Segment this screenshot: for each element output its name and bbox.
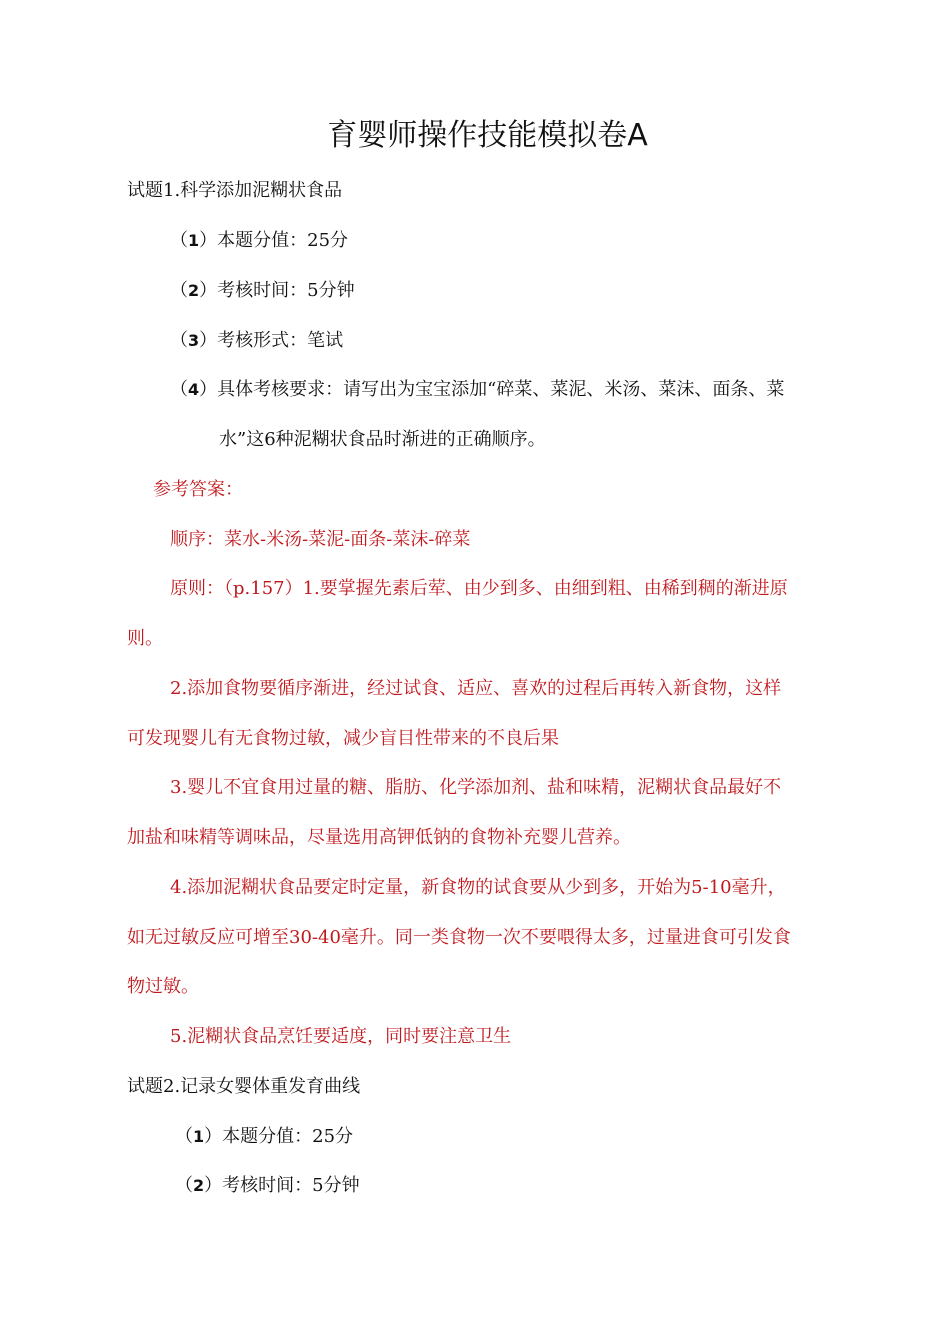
paren-open: （ bbox=[170, 379, 188, 400]
answer-order: 顺序：菜水-米汤-菜泥-面条-菜沫-碎菜 bbox=[170, 529, 471, 550]
item-text: 本题分值：25分 bbox=[217, 230, 349, 251]
paren-close: ） bbox=[199, 330, 218, 351]
q2-item-1 bbox=[175, 1124, 353, 1150]
item-text: 考核时间：5分钟 bbox=[217, 280, 355, 301]
q1-item-1 bbox=[170, 228, 348, 254]
principle-4-line-3: 物过敏。 bbox=[127, 976, 199, 997]
principle-5: 5.泥糊状食品烹饪要适度，同时要注意卫生 bbox=[170, 1026, 512, 1047]
item-number: 2 bbox=[193, 1176, 205, 1195]
principle-2-line-1: 2.添加食物要循序渐进，经过试食、适应、喜欢的过程后再转入新食物，这样 bbox=[170, 678, 782, 699]
q1-item-3 bbox=[170, 328, 343, 354]
item-text: 本题分值：25分 bbox=[222, 1126, 354, 1147]
q2-item-2 bbox=[175, 1173, 360, 1199]
answer-label: 参考答案： bbox=[153, 479, 243, 500]
paren-open: （ bbox=[170, 330, 188, 351]
principle-line-1: 原则：（p.157）1.要掌握先素后荤、由少到多、由细到粗、由稀到稠的渐进原 bbox=[170, 578, 788, 599]
q1-item-2 bbox=[170, 278, 355, 304]
paren-close: ） bbox=[199, 280, 218, 301]
item-number: 3 bbox=[188, 331, 200, 350]
q1-item-4 bbox=[170, 377, 784, 403]
principle-line-2: 则。 bbox=[127, 628, 163, 649]
principle-3-line-1: 3.婴儿不宜食用过量的糖、脂肪、化学添加剂、盐和味精，泥糊状食品最好不 bbox=[170, 777, 782, 798]
item-text: 考核形式：笔试 bbox=[217, 330, 344, 351]
item-number: 4 bbox=[188, 380, 200, 399]
question-1-heading: 试题1.科学添加泥糊状食品 bbox=[127, 180, 343, 201]
paren-close: ） bbox=[199, 230, 218, 251]
item-number: 2 bbox=[188, 281, 200, 300]
principle-4-line-1: 4.添加泥糊状食品要定时定量，新食物的试食要从少到多，开始为5-10毫升， bbox=[170, 877, 786, 898]
principle-3-line-2: 加盐和味精等调味品，尽量选用高钾低钠的食物补充婴儿营养。 bbox=[127, 827, 631, 848]
principle-4-line-2: 如无过敏反应可增至30-40毫升。同一类食物一次不要喂得太多，过量进食可引发食 bbox=[127, 927, 791, 948]
paren-open: （ bbox=[175, 1175, 193, 1196]
principle-2-line-2: 可发现婴儿有无食物过敏，减少盲目性带来的不良后果 bbox=[127, 728, 559, 749]
paren-close: ） bbox=[199, 379, 218, 400]
item-number: 1 bbox=[188, 231, 200, 250]
item-text: 考核时间：5分钟 bbox=[222, 1175, 360, 1196]
paren-close: ） bbox=[204, 1175, 223, 1196]
paren-open: （ bbox=[170, 230, 188, 251]
item-text: 具体考核要求：请写出为宝宝添加“碎菜、菜泥、米汤、菜沫、面条、菜 bbox=[217, 379, 785, 400]
paren-close: ） bbox=[204, 1126, 223, 1147]
q1-item-4-continued: 水”这6种泥糊状食品时渐进的正确顺序。 bbox=[219, 429, 546, 450]
document-title: 育婴师操作技能模拟卷A bbox=[327, 118, 648, 153]
item-number: 1 bbox=[193, 1127, 205, 1146]
paren-open: （ bbox=[175, 1126, 193, 1147]
paren-open: （ bbox=[170, 280, 188, 301]
question-2-heading: 试题2.记录女婴体重发育曲线 bbox=[127, 1076, 361, 1097]
